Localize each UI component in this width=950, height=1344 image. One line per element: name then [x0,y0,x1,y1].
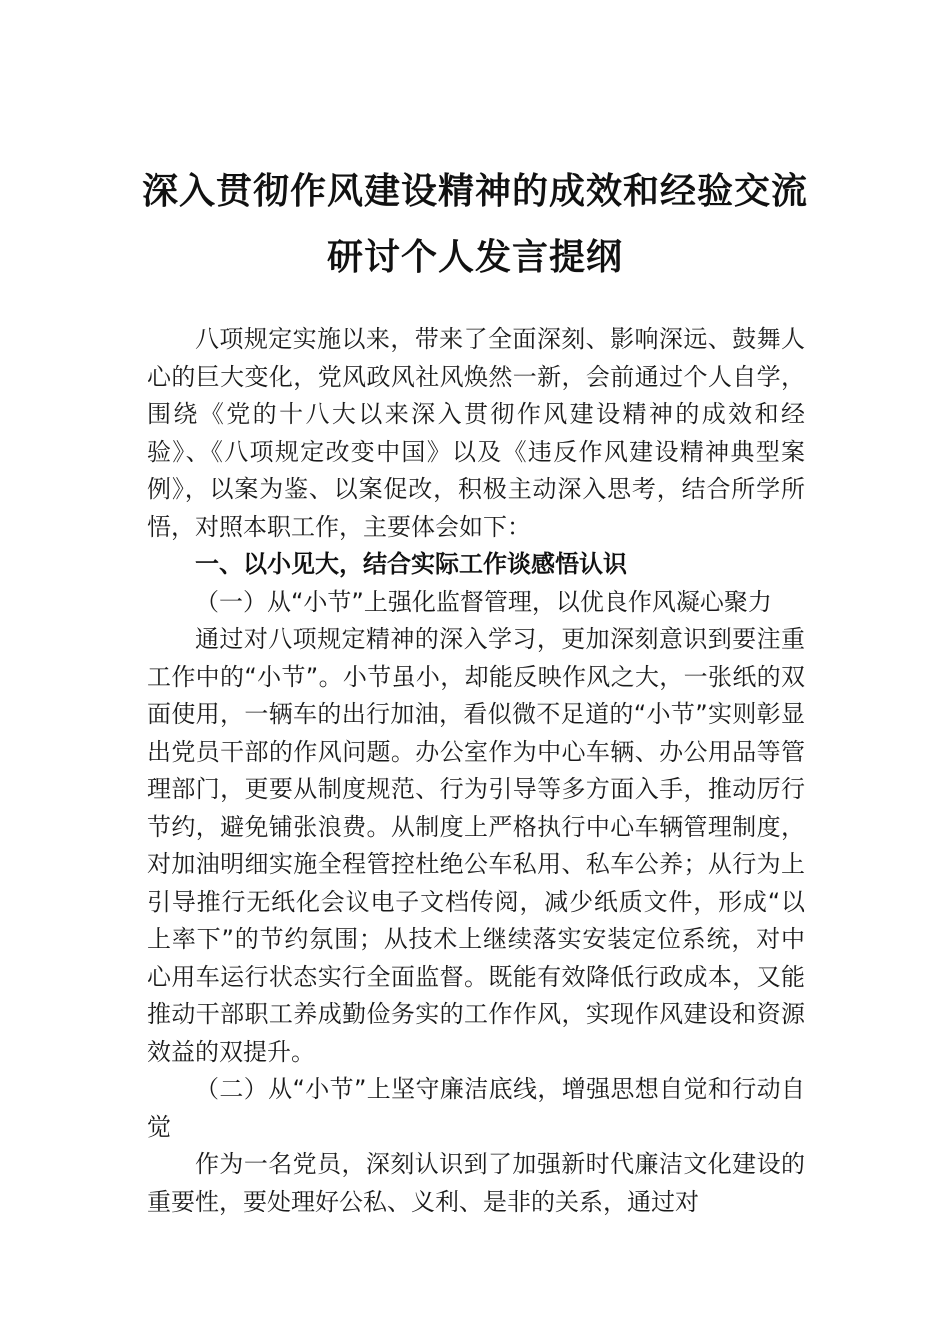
document-body [147,321,805,1221]
intro-paragraph: 八项规定实施以来，带来了全面深刻、影响深远、鼓舞人心的巨大变化，党风政风社风焕然一新，会前通过个人自学，围绕《党的十八大以来深入贯彻作风建设精神的成效和经验》、《八项规定改变中国》以及《违反作风建设精神典型案例》，以案为鉴、以案促改，积极主动深入思考，结合所学所悟，对照本职工作，主要体会如下： [147,325,805,541]
section-1-heading: 一、以小见大，结合实际工作谈感悟认识 [195,550,627,578]
subsection-2-heading: （二）从“小节”上坚守廉洁底线，增强思想自觉和行动自觉 [147,1075,805,1141]
document-title-line-1: 深入贯彻作风建设精神的成效和经验交流 [141,170,808,212]
subsection-1-paragraph: 通过对八项规定精神的深入学习，更加深刻意识到要注重工作中的“小节”。小节虽小，却能反映作风之大，一张纸的双面使用，一辆车的出行加油，看似微不足道的“小节”实则彰显出党员干部的作风问题。办公室作为中心车辆、办公用品等管理部门，更要从制度规范、行为引导等多方面入手，推动厉行节约，避免铺张浪费。从制度上严格执行中心车辆管理制度，对加油明细实施全程管控杜绝公车私用、私车公养；从行为上引导推行无纸化会议电子文档传阅，减少纸质文件，形成“以上率下”的节约氛围；从技术上继续落实安装定位系统，对中心用车运行状态实行全面监督。既能有效降低行政成本，又能推动干部职工养成勤俭务实的工作作风，实现作风建设和资源效益的双提升。 [147,625,805,1066]
document-title-line-2: 研讨个人发言提纲 [326,236,623,278]
subsection-1-heading: （一）从“小节”上强化监督管理，以优良作风凝心聚力 [195,587,772,616]
subsection-2-paragraph: 作为一名党员，深刻认识到了加强新时代廉洁文化建设的重要性，要处理好公私、义利、是非的关系，通过对 [147,1150,805,1216]
